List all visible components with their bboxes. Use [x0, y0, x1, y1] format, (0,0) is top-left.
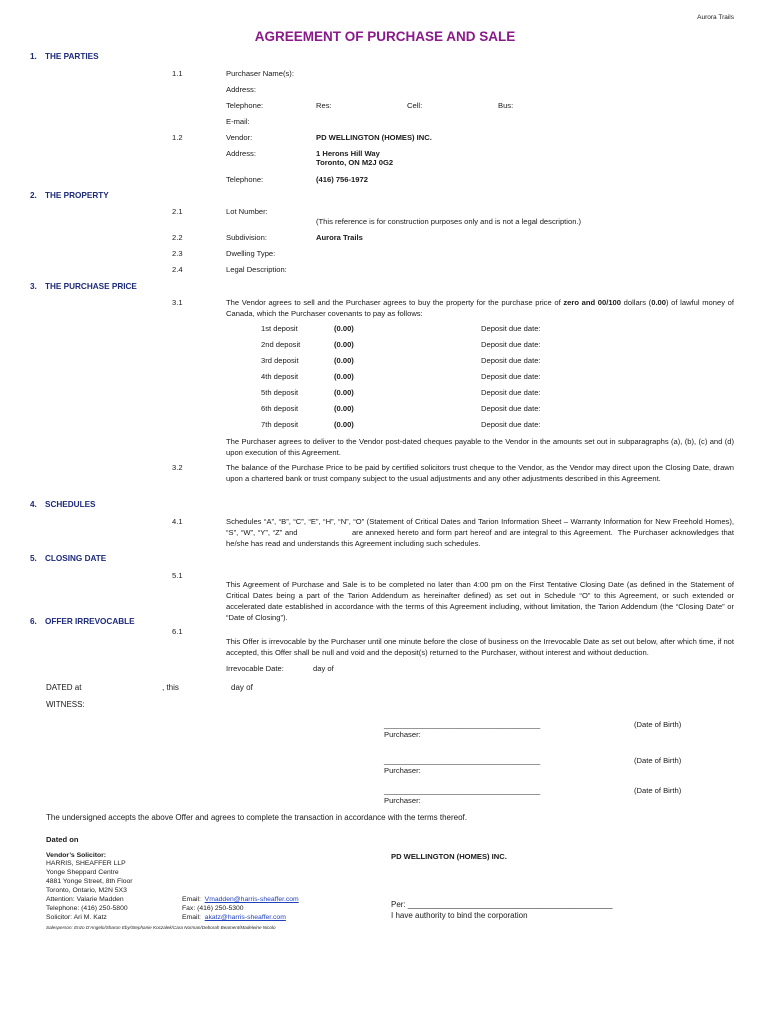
- clause-number: 2.3: [172, 249, 183, 258]
- subdivision-value: Aurora Trails: [316, 233, 363, 242]
- solicitor-line: Telephone: (416) 250-5800: [46, 905, 128, 912]
- purchase-price-paragraph: The Vendor agrees to sell and the Purchaser agrees to buy the property for the purchase price of zero and 00/100 dollars (0.00) of lawful money of Canada, which the Purchaser covenants to pay as follows:: [226, 298, 735, 318]
- bus-label: Bus:: [498, 101, 514, 110]
- vendor-telephone-label: Telephone:: [226, 175, 264, 184]
- lot-number-label: Lot Number:: [226, 207, 268, 216]
- email-link[interactable]: Vmadden@harris-sheaffer.com: [204, 896, 299, 903]
- deposit-due-date-label: Deposit due date:: [481, 324, 541, 333]
- section-property-heading: 2. THE PROPERTY: [30, 191, 109, 200]
- dated-on-label: Dated on: [46, 835, 79, 844]
- deposit-due-date-label: Deposit due date:: [481, 356, 541, 365]
- section-price-heading: 3. THE PURCHASE PRICE: [30, 282, 137, 291]
- purchaser-signature-line: _____________________________________: [384, 786, 541, 795]
- legal-description-label: Legal Description:: [226, 265, 287, 274]
- this-label: , this: [162, 683, 179, 692]
- date-of-birth-label: (Date of Birth): [634, 786, 682, 795]
- res-label: Res:: [316, 101, 332, 110]
- deposit-label: 6th deposit: [261, 404, 299, 413]
- deposit-amount: (0.00): [334, 340, 354, 349]
- deposit-amount: (0.00): [334, 404, 354, 413]
- solicitor-line: 4881 Yonge Street, 8th Floor: [46, 878, 133, 885]
- date-of-birth-label: (Date of Birth): [634, 720, 682, 729]
- clause-number: 4.1: [172, 517, 183, 526]
- balance-paragraph: The balance of the Purchase Price to be paid by certified solicitors trust cheque to the Vendor, as the Vendor may direct upon the Closing Date, drawn upon a chartered bank or trust company subject to the usual adjustments and any other adjustments described in this Agreement.: [226, 463, 734, 483]
- section-parties-heading: 1. THE PARTIES: [30, 52, 99, 61]
- deposit-due-date-label: Deposit due date:: [481, 388, 541, 397]
- irrevocable-paragraph: This Offer is irrevocable by the Purchaser until one minute before the close of business on the Irrevocable Date as set out below, after which time, if not accepted, this Offer shall be null and void and the deposit(s) returned to the Purchaser, without interest and without deduction.: [226, 637, 734, 657]
- deposit-amount: (0.00): [334, 388, 354, 397]
- purchaser-names-label: Purchaser Name(s):: [226, 69, 294, 78]
- acceptance-statement: The undersigned accepts the above Offer and agrees to complete the transaction in accordance with the terms thereof.: [46, 813, 467, 822]
- deposit-label: 1st deposit: [261, 324, 298, 333]
- deposit-due-date-label: Deposit due date:: [481, 420, 541, 429]
- cell-label: Cell:: [407, 101, 423, 110]
- solicitor-line: Solicitor: Ari M. Katz: [46, 914, 107, 921]
- deposit-amount: (0.00): [334, 356, 354, 365]
- vendor-sign-name: PD WELLINGTON (HOMES) INC.: [391, 852, 507, 861]
- salesperson-list: Salesperson: Enzo D’Angelo/Sharon Eby/Stephanie Koczalek/Cara Norman/Deborah Beament/Madeleine Nicolo: [46, 925, 276, 930]
- authority-statement: I have authority to bind the corporation: [391, 911, 528, 920]
- email-link[interactable]: akatz@harris-sheaffer.com: [204, 914, 286, 921]
- section-closing-heading: 5. CLOSING DATE: [30, 554, 107, 563]
- vendor-solicitor-heading: Vendor’s Solicitor:: [46, 852, 107, 859]
- vendor-signature-line: Per: ______________________________________________: [391, 900, 613, 909]
- deposit-amount: (0.00): [334, 372, 354, 381]
- document-title: AGREEMENT OF PURCHASE AND SALE: [254, 29, 516, 44]
- deposit-due-date-label: Deposit due date:: [481, 340, 541, 349]
- dwelling-type-label: Dwelling Type:: [226, 249, 276, 258]
- purchaser-label: Purchaser:: [384, 766, 421, 775]
- section-schedules-heading: 4. SCHEDULES: [30, 500, 96, 509]
- clause-number: 1.2: [172, 133, 183, 142]
- irrevocable-date-label: Irrevocable Date:: [226, 664, 284, 673]
- project-name: Aurora Trails: [697, 14, 734, 21]
- solicitor-line: HARRIS, SHEAFFER LLP: [46, 860, 126, 867]
- purchaser-signature-line: _____________________________________: [384, 756, 541, 765]
- vendor-address-label: Address:: [226, 149, 256, 158]
- solicitor-line: Yonge Sheppard Centre: [46, 869, 119, 876]
- deposit-amount: (0.00): [334, 420, 354, 429]
- solicitor-line: Attention: Valarie Madden: [46, 896, 124, 903]
- email-label: E-mail:: [226, 117, 250, 126]
- clause-number: 1.1: [172, 69, 183, 78]
- solicitor-line: Toronto, Ontario, M2N 5X3: [46, 887, 127, 894]
- clause-number: 6.1: [172, 627, 183, 636]
- clause-number: 2.4: [172, 265, 183, 274]
- purchaser-label: Purchaser:: [384, 730, 421, 739]
- clause-number: 2.1: [172, 207, 183, 216]
- day-of-label: day of: [231, 683, 253, 692]
- deposit-label: 7th deposit: [261, 420, 299, 429]
- purchaser-address-label: Address:: [226, 85, 256, 94]
- lot-note: (This reference is for construction purposes only and is not a legal description.): [316, 217, 582, 226]
- deposit-label: 3rd deposit: [261, 356, 299, 365]
- deposit-amount: (0.00): [334, 324, 354, 333]
- irrevocable-day-of: day of: [313, 664, 334, 673]
- clause-number: 2.2: [172, 233, 183, 242]
- deposit-due-date-label: Deposit due date:: [481, 372, 541, 381]
- section-offer-heading: 6. OFFER IRREVOCABLE: [30, 617, 135, 626]
- deposit-label: 5th deposit: [261, 388, 299, 397]
- vendor-name: PD WELLINGTON (HOMES) INC.: [316, 133, 432, 142]
- closing-date-paragraph: This Agreement of Purchase and Sale is to be completed no later than 4:00 pm on the First Tentative Closing Date (as defined in the Statement of Critical Dates being a part of the Tarion Addendum as hereinafter defined) as set out in Schedule “O” to this Agreement, or such extended or accelerated date established in accordance with the terms of this Agreement including, without limitation, the Tarion Addendum (the “Closing Date” or “Date of Closing”).: [226, 580, 734, 622]
- clause-number: 3.2: [172, 463, 183, 472]
- postdated-cheques-paragraph: The Purchaser agrees to deliver to the Vendor post-dated cheques payable to the Vendor in the amounts set out in subparagraphs (a), (b), (c) and (d) upon execution of this Agreement.: [226, 437, 734, 457]
- date-of-birth-label: (Date of Birth): [634, 756, 682, 765]
- solicitor-email-2: Email: akatz@harris-sheaffer.com: [182, 914, 286, 921]
- subdivision-label: Subdivision:: [226, 233, 267, 242]
- vendor-telephone: (416) 756-1972: [316, 175, 368, 184]
- purchaser-signature-line: _____________________________________: [384, 720, 541, 729]
- solicitor-email-1: Email: Vmadden@harris-sheaffer.com: [182, 896, 299, 903]
- purchaser-label: Purchaser:: [384, 796, 421, 805]
- dated-at-label: DATED at: [46, 683, 82, 692]
- solicitor-fax: Fax: (416) 250-5300: [182, 905, 244, 912]
- vendor-address-line1: 1 Herons Hill Way: [316, 149, 380, 158]
- purchaser-telephone-label: Telephone:: [226, 101, 264, 110]
- deposit-label: 2nd deposit: [261, 340, 301, 349]
- witness-label: WITNESS:: [46, 700, 85, 709]
- deposit-label: 4th deposit: [261, 372, 299, 381]
- vendor-address-line2: Toronto, ON M2J 0G2: [316, 158, 394, 167]
- vendor-label: Vendor:: [226, 133, 253, 142]
- clause-number: 5.1: [172, 571, 183, 580]
- schedules-paragraph: Schedules “A”, “B”, “C”, “E”, “H”, “N”, “O” (Statement of Critical Dates and Tarion Information Sheet – Warranty Information for New Freehold Homes), “S”, “W”, “Y”, “Z” and are annexed hereto and form part hereof and are integral to this Agreement. The Purchaser acknowledges that he/she has read and understands this Agreement including such schedules.: [226, 517, 737, 548]
- clause-number: 3.1: [172, 298, 183, 307]
- deposit-due-date-label: Deposit due date:: [481, 404, 541, 413]
